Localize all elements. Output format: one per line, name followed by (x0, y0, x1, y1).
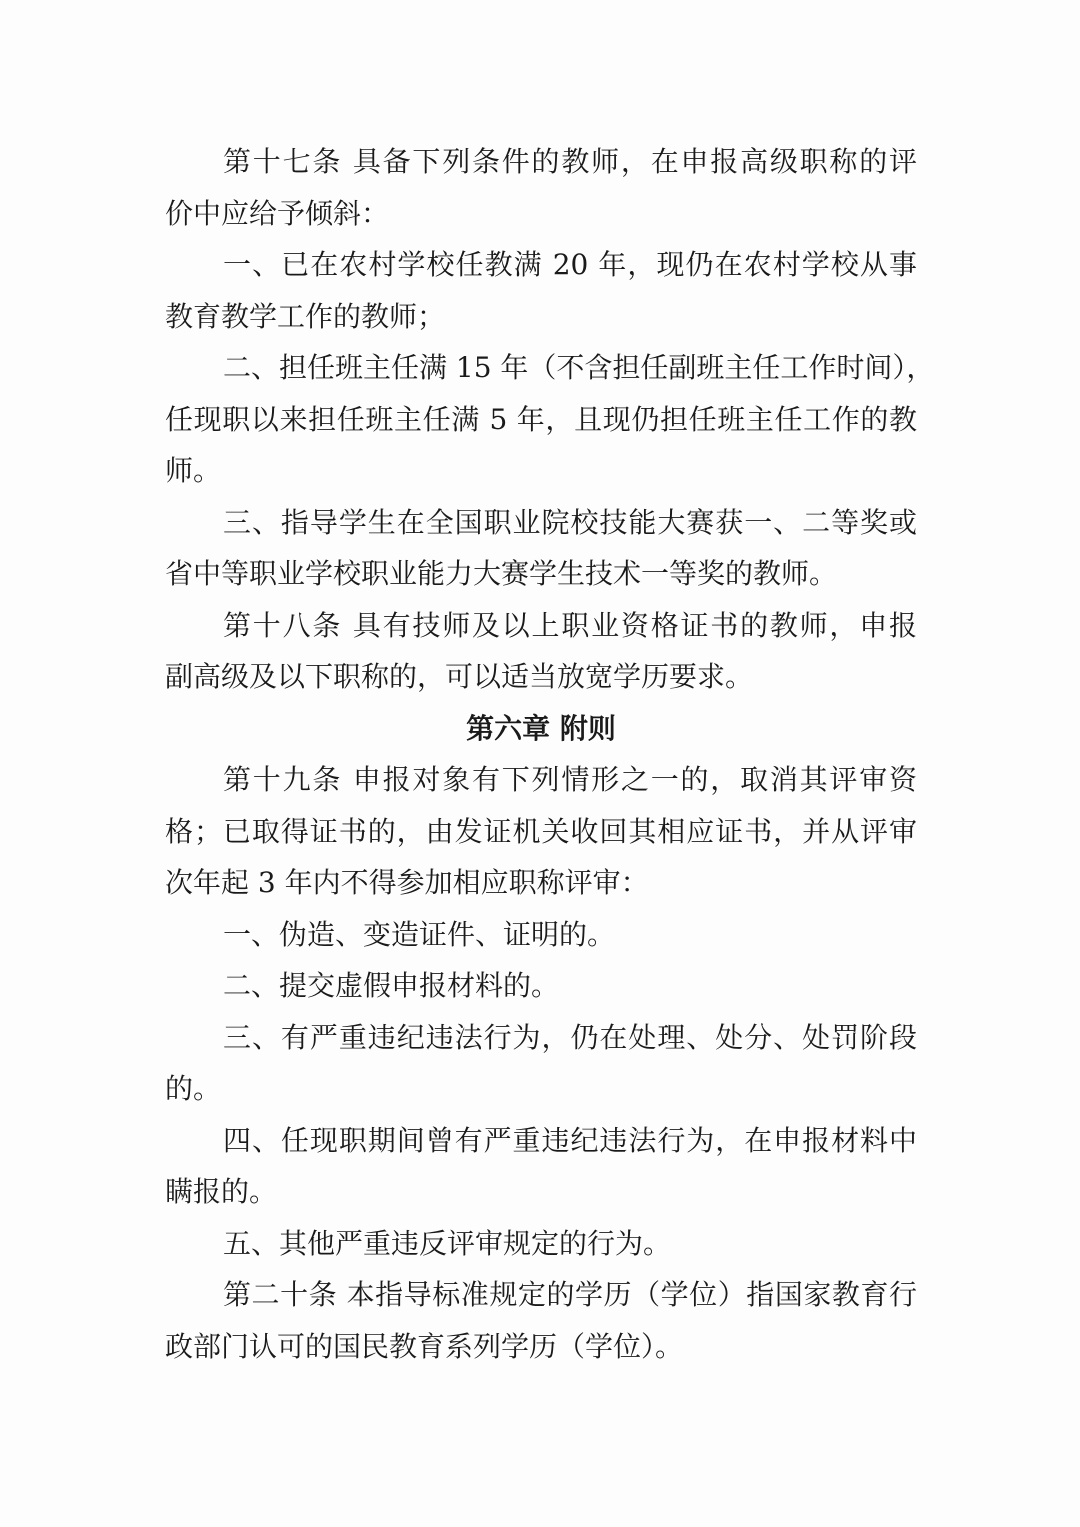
text-line: 第十九条 申报对象有下列情形之一的，取消其评审资 (223, 763, 917, 796)
text-line: 瞒报的。 (165, 1175, 278, 1208)
text-line: 三、有严重违纪违法行为，仍在处理、处分、处罚阶段 (223, 1020, 917, 1054)
chapter-heading: 第六章 附则 (466, 711, 616, 745)
text-line: 二、担任班主任满 15 年（不含担任副班主任工作时间）， (223, 351, 935, 384)
text-line: 第二十条 本指导标准规定的学历（学位）指国家教育行 (223, 1278, 917, 1311)
text-line: 教育教学工作的教师； (165, 299, 446, 333)
text-line: 五、其他严重违反评审规定的行为。 (223, 1226, 672, 1260)
text-line: 省中等职业学校职业能力大赛学生技术一等奖的教师。 (165, 557, 838, 590)
text-line: 第十八条 具有技师及以上职业资格证书的教师，申报 (223, 608, 917, 642)
text-line: 师。 (165, 454, 222, 487)
document-body (165, 136, 935, 1372)
text-line: 任现职以来担任班主任满 5 年，且现仍担任班主任工作的教 (165, 402, 917, 436)
text-line: 一、已在农村学校任教满 20 年，现仍在农村学校从事 (223, 248, 917, 281)
text-line: 四、任现职期间曾有严重违纪违法行为，在申报材料中 (223, 1123, 917, 1157)
text-line: 价中应给予倾斜： (165, 196, 390, 230)
text-line: 政部门认可的国民教育系列学历（学位）。 (165, 1329, 684, 1363)
text-line: 副高级及以下职称的，可以适当放宽学历要求。 (165, 660, 754, 693)
text-line: 一、伪造、变造证件、证明的。 (223, 917, 616, 951)
text-line: 三、指导学生在全国职业院校技能大赛获一、二等奖或 (223, 505, 917, 539)
text-line: 次年起 3 年内不得参加相应职称评审： (165, 866, 649, 899)
text-line: 第十七条 具备下列条件的教师，在申报高级职称的评 (223, 145, 917, 178)
text-line: 格；已取得证书的，由发证机关收回其相应证书，并从评审 (165, 814, 917, 848)
text-line: 二、提交虚假申报材料的。 (223, 969, 560, 1002)
text-line: 的。 (165, 1072, 222, 1105)
